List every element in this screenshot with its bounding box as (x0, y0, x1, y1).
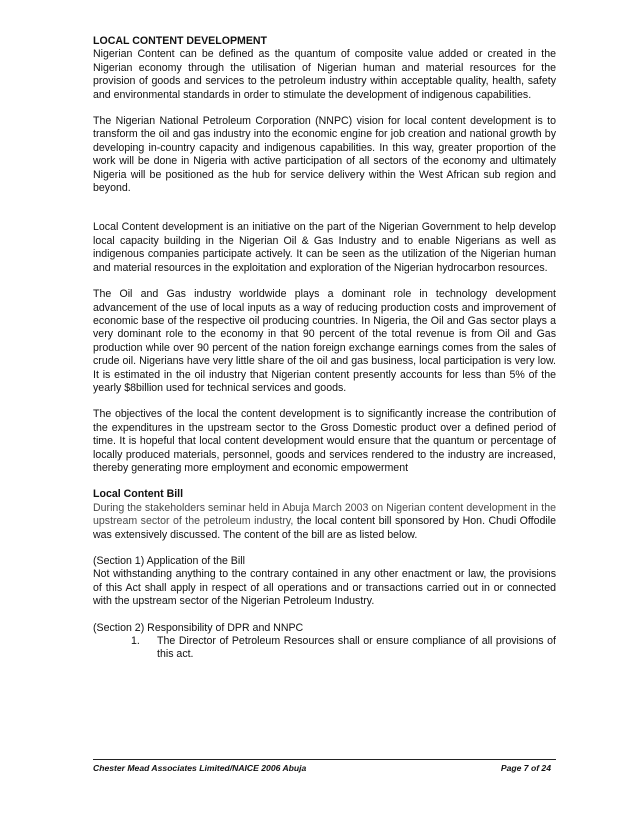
footer-source: Chester Mead Associates Limited/NAICE 2006 Abuja (93, 763, 307, 773)
footer-page-number: Page 7 of 24 (500, 763, 551, 773)
section1-title: (Section 1) Application of the Bill (93, 555, 245, 567)
list-item (93, 635, 556, 662)
paragraph-objectives: The objectives of the local the content development is to significantly increase the contribution of the expenditures in the upstream sector to the Gross Domestic product over a defined period of time. It is hopeful that local content development would ensure that the quantum or percentage of locally produced materials, personnel, goods and services rendered to the industry are increased, thereby generating more employment and economic empowerment (93, 408, 556, 474)
list-item-text: The Director of Petroleum Resources shall or ensure compliance of all provisions of this act. (157, 635, 556, 661)
heading-local-content-development: LOCAL CONTENT DEVELOPMENT (93, 35, 268, 47)
section2-list (93, 635, 556, 662)
section1-text: Not withstanding anything to the contrary contained in any other enactment or law, the provisions of this Act shall apply in respect of all operations and or transactions carried out in or connected with the upstream sector of the Nigerian Petroleum Industry. (93, 568, 556, 608)
page-footer (93, 759, 556, 773)
page-body (93, 35, 556, 662)
paragraph-initiative: Local Content development is an initiative on the part of the Nigerian Government to help develop local capacity building in the Nigerian Oil & Gas Industry and to enable Nigerians as well as indigenous companies participate actively. It can be seen as the utilization of the Nigerian human and material resources in the exploitation and exploration of the Nigerian hydrocarbon resources. (93, 221, 556, 274)
seminar-text-part2: the local content bill sponsored by Hon. Chudi Offodile was extensively discussed. The content of the bill are as listed below. (93, 515, 556, 541)
section2-title: (Section 2) Responsibility of DPR and NNPC (93, 621, 304, 634)
paragraph-definition: Nigerian Content can be defined as the quantum of composite value added or created in the Nigerian economy through the utilisation of Nigerian human and material resources for the provision of goods and services to the petroleum industry within acceptable quality, health, safety and environmental standards in order to stimulate the development of indigenous capabilities. (93, 48, 556, 101)
paragraph-stakeholders-seminar (93, 502, 556, 542)
heading-local-content-bill: Local Content Bill (93, 488, 184, 501)
paragraph-oil-gas-industry: The Oil and Gas industry worldwide plays a dominant role in technology development advancement of the use of local inputs as a way of reducing production costs and improvement of economic base of the respective oil producing countries. In Nigeria, the Oil and Gas sector plays a very dominant role to the economy in that 90 percent of the total revenue is from Oil and Gas production while over 90 percent of the nation foreign exchange earnings comes from the sales of crude oil. Nigerians have very little share of the oil and gas business, local participation is very low. It is estimated in the oil industry that Nigerian content presently accounts for less than 5% of the yearly $8billion used for technical services and goods. (93, 288, 556, 394)
list-item-number: 1. (131, 635, 140, 648)
seminar-text-part1: During the stakeholders seminar held in Abuja March 2003 on Nigerian content development in the upstream sector of the petroleum industry, (93, 501, 556, 528)
paragraph-nnpc-vision: The Nigerian National Petroleum Corporation (NNPC) vision for local content development is to transform the oil and gas industry into the economic engine for job creation and national growth by developing in-country capacity and indigenous capabilities. In this way, greater proportion of the work will be done in Nigeria with active participation of all sectors of the economy and ultimately Nigeria will be positioned as the hub for service delivery within the West African sub region and beyond. (93, 115, 556, 195)
